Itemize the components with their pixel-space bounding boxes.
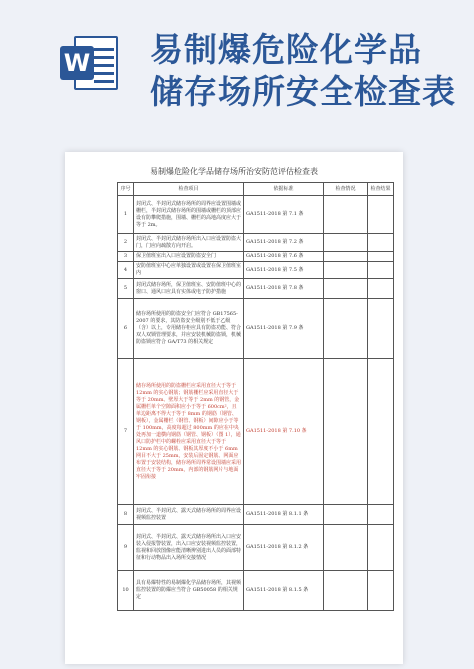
row-number: 8 <box>118 505 134 525</box>
header-standard: 依据标准 <box>244 183 324 196</box>
row-number: 3 <box>118 252 134 262</box>
row-number: 2 <box>118 234 134 252</box>
standard-reference: GA1511-2018 第 7.8 条 <box>244 279 324 299</box>
check-status <box>324 505 368 525</box>
table-header-row <box>118 183 394 196</box>
table-row <box>118 262 394 279</box>
check-status <box>324 252 368 262</box>
check-item: 封闭式、半封闭式储存场所的周界应设置围墙或栅栏，半封闭式储存场所的围墙或栅栏的顶部应设有防攀爬措施，围墙、栅栏的高地高度应大于等于 2m。 <box>134 196 244 234</box>
row-number: 5 <box>118 279 134 299</box>
table-row <box>118 279 394 299</box>
check-status <box>324 262 368 279</box>
header-status: 检查情况 <box>324 183 368 196</box>
row-number: 9 <box>118 525 134 571</box>
row-number: 4 <box>118 262 134 279</box>
check-status <box>324 571 368 611</box>
document-title: 易制爆危险化学品储存场所治安防范评估检查表 <box>150 167 318 176</box>
row-number: 10 <box>118 571 134 611</box>
inspection-table <box>117 182 394 611</box>
check-item: 保卫值班室出入口应设置防盗安全门 <box>134 252 244 262</box>
check-item: 封闭式、半封闭式、露天式储存场所的周界应设视频监控装置 <box>134 505 244 525</box>
check-item: 储存场所使用的防盗安全门应符合 GB17565-2007 的要求，其防盗安全级别不低于乙级（含）以上，专用储存柜应具有防盗功能、符合双人双锁管理要求，并应安装机械防盗锁，机械防盗锁应符合 GA/T73 的相关规定 <box>134 299 244 359</box>
standard-reference: GA1511-2018 第 7.9 条 <box>244 299 324 359</box>
header-item: 检查项目 <box>134 183 244 196</box>
standard-reference: GA1511-2018 第 8.1.2 条 <box>244 525 324 571</box>
document-page <box>65 152 403 664</box>
table-row <box>118 525 394 571</box>
check-status <box>324 196 368 234</box>
table-body <box>118 196 394 611</box>
table-row <box>118 359 394 505</box>
word-badge: W <box>60 46 94 80</box>
check-result <box>368 262 394 279</box>
standard-reference: GA1511-2018 第 7.1 条 <box>244 196 324 234</box>
check-result <box>368 234 394 252</box>
table-row <box>118 252 394 262</box>
banner-title-line1: 易制爆危险化学品 <box>150 30 422 69</box>
row-number: 1 <box>118 196 134 234</box>
check-result <box>368 279 394 299</box>
check-status <box>324 299 368 359</box>
table-row <box>118 571 394 611</box>
check-item: 储存场所使用的防盗栅栏应采用直径大于等于 12mm 的实心钢筋；钢筋栅栏应采用直径大于等于 20mm、壁厚大于等于 2mm 的钢管，金属栅栏单个空隙面积应小于等于 600cm²，且单边距离不得大于等于 8mm 的钢筋（钢管、钢板），金属栅栏（钢管、钢板）间隙应小于等于 100mm，高度每超过 800mm 的应在中央处再加一道横向钢筋（钢管、钢板）（图 1），通风口防护栏中的螺栓应采用直径大于等于 12mm 的实心钢筋、钢板其厚度不小于 6mm 网目不大于 25mm，安装后固定钢筋、网面应布置于安装结构，储存场所周界常设围墙应采用直径大于等于 20mm，内部的钢筋网片与地面牢固衔接 <box>134 359 244 505</box>
header-no: 序号 <box>118 183 134 196</box>
standard-reference: GA1511-2018 第 8.1.1 条 <box>244 505 324 525</box>
row-number: 7 <box>118 359 134 505</box>
check-result <box>368 359 394 505</box>
check-status <box>324 279 368 299</box>
check-item: 安防值班室中心应单独设置或设置在保卫值班室内 <box>134 262 244 279</box>
check-result <box>368 196 394 234</box>
check-result <box>368 505 394 525</box>
check-item: 封闭式、半封闭式储存场所出入口应设置防盗大门，门应向疏散方向开启。 <box>134 234 244 252</box>
check-result <box>368 299 394 359</box>
standard-reference: GA1511-2018 第 7.2 条 <box>244 234 324 252</box>
check-status <box>324 234 368 252</box>
standard-reference: GA1511-2018 第 7.5 条 <box>244 262 324 279</box>
standard-reference: GA1511-2018 第 8.1.5 条 <box>244 571 324 611</box>
check-status <box>324 359 368 505</box>
table-row <box>118 234 394 252</box>
check-item: 封闭式、半封闭式、露天式储存场所出入口应安装入侵报警装置，出入口应安装视频监控装置，监视和回放图像应能清晰辨别进出人员的面部特征和行动物品出入场所交接情况 <box>134 525 244 571</box>
check-result <box>368 571 394 611</box>
standard-reference: GA1511-2018 第 7.10 条 <box>244 359 324 505</box>
row-number: 6 <box>118 299 134 359</box>
header-result: 检查结果 <box>368 183 394 196</box>
banner-title-line2: 储存场所安全检查表 <box>150 72 456 111</box>
banner <box>0 0 474 128</box>
check-item: 封闭式储存场所，保卫值班室、安防值班中心的窗口、通风口应具有实体或电子防护措施 <box>134 279 244 299</box>
table-row <box>118 196 394 234</box>
standard-reference: GA1511-2018 第 7.6 条 <box>244 252 324 262</box>
check-status <box>324 525 368 571</box>
word-document-icon <box>60 32 120 94</box>
check-result <box>368 525 394 571</box>
check-item: 具有易爆特性的易制爆化学品储存场所，其视频监控装置的防爆应当符合 GB50058 的相关规定 <box>134 571 244 611</box>
check-result <box>368 252 394 262</box>
table-row <box>118 505 394 525</box>
table-row <box>118 299 394 359</box>
